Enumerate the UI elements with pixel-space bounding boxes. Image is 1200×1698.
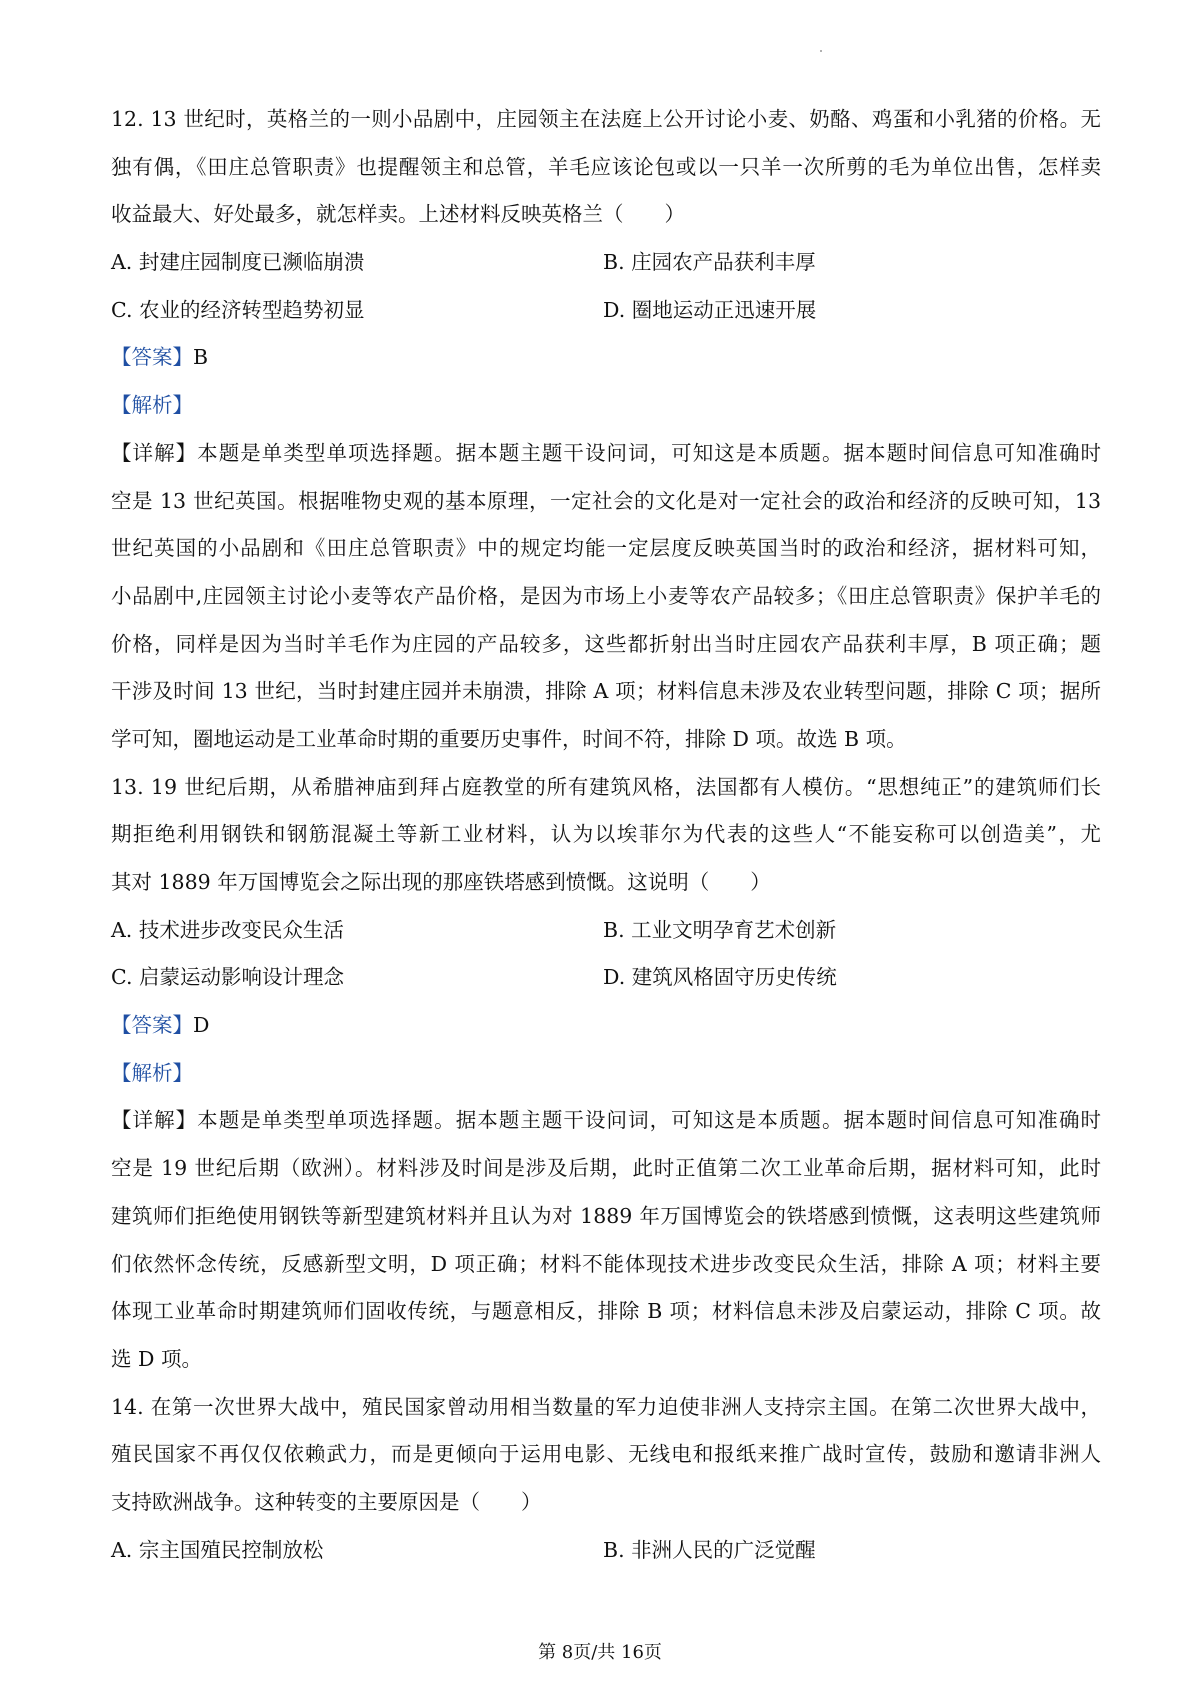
detail-line: 们依然怀念传统，反感新型文明，D 项正确；材料不能体现技术进步改变民众生活，排除 A 项；材料主要 bbox=[111, 1251, 1101, 1276]
question-stem-line: 13. 19 世纪后期，从希腊神庙到拜占庭教堂的所有建筑风格，法国都有人模仿。“思想纯正”的建筑师们长 bbox=[111, 774, 1101, 799]
detail-line: 价格，同样是因为当时羊毛作为庄园的产品较多，这些都折射出当时庄园农产品获利丰厚，B 项正确；题 bbox=[111, 631, 1101, 656]
option-c: C. 农业的经济转型趋势初显 bbox=[111, 297, 365, 322]
question-stem-line: 其对 1889 年万国博览会之际出现的那座铁塔感到愤慨。这说明（ ） bbox=[111, 870, 771, 894]
page-content bbox=[111, 96, 1101, 1574]
page-number-footer: 第 8页/共 16页 bbox=[538, 1642, 662, 1663]
option-b: B. 非洲人民的广泛觉醒 bbox=[603, 1537, 816, 1562]
option-row bbox=[111, 954, 1101, 1002]
option-a: A. 宗主国殖民控制放松 bbox=[111, 1537, 324, 1562]
question-stem-line: 支持欧洲战争。这种转变的主要原因是（ ） bbox=[111, 1489, 542, 1514]
option-a: A. 技术进步改变民众生活 bbox=[111, 917, 344, 942]
answer-value: D bbox=[193, 1013, 210, 1038]
question-stem-line: 期拒绝利用钢铁和钢筋混凝土等新工业材料，认为以埃菲尔为代表的这些人“不能妄称可以创造美”，尤 bbox=[111, 822, 1101, 847]
analysis-tag: 【解析】 bbox=[111, 393, 193, 418]
answer-value: B bbox=[193, 345, 209, 370]
detail-line: 选 D 项。 bbox=[111, 1346, 202, 1371]
option-row bbox=[111, 239, 1101, 287]
analysis-line bbox=[111, 1050, 1101, 1098]
question-stem-line: 独有偶，《田庄总管职责》也提醒领主和总管，羊毛应该论包或以一只羊一次所剪的毛为单位出售，怎样卖 bbox=[111, 154, 1101, 179]
analysis-line bbox=[111, 382, 1101, 430]
question-14 bbox=[111, 1384, 1101, 1575]
question-12 bbox=[111, 96, 1101, 764]
option-row bbox=[111, 1527, 1101, 1575]
option-row bbox=[111, 287, 1101, 335]
detail-line: 体现工业革命时期建筑师们固收传统，与题意相反，排除 B 项；材料信息未涉及启蒙运动，排除 C 项。故 bbox=[111, 1299, 1101, 1324]
detail-line: 空是 13 世纪英国。根据唯物史观的基本原理，一定社会的文化是对一定社会的政治和经济的反映可知，13 bbox=[111, 488, 1101, 513]
detail-line: 空是 19 世纪后期（欧洲）。材料涉及时间是涉及后期，此时正值第二次工业革命后期，据材料可知，此时 bbox=[111, 1156, 1101, 1181]
question-stem-line: 14. 在第一次世界大战中，殖民国家曾动用相当数量的军力迫使非洲人支持宗主国。在第二次世界大战中， bbox=[111, 1394, 1101, 1419]
question-stem-line: 收益最大、好处最多，就怎样卖。上述材料反映英格兰（ ） bbox=[111, 202, 685, 227]
option-b: B. 庄园农产品获利丰厚 bbox=[603, 250, 816, 275]
scan-dot bbox=[820, 50, 822, 52]
answer-tag: 【答案】 bbox=[111, 1013, 193, 1038]
option-d: D. 圈地运动正迅速开展 bbox=[603, 297, 817, 322]
option-d: D. 建筑风格固守历史传统 bbox=[603, 965, 837, 990]
question-stem-line: 殖民国家不再仅仅依赖武力，而是更倾向于运用电影、无线电和报纸来推广战时宣传，鼓励和邀请非洲人 bbox=[111, 1442, 1101, 1467]
answer-tag: 【答案】 bbox=[111, 345, 193, 370]
detail-line: 建筑师们拒绝使用钢铁等新型建筑材料并且认为对 1889 年万国博览会的铁塔感到愤慨，这表明这些建筑师 bbox=[111, 1203, 1101, 1228]
detail-line: 学可知，圈地运动是工业革命时期的重要历史事件，时间不符，排除 D 项。故选 B 项。 bbox=[111, 726, 907, 751]
option-a: A. 封建庄园制度已濒临崩溃 bbox=[111, 250, 365, 275]
answer-line bbox=[111, 334, 1101, 382]
detail-line: 小品剧中,庄园领主讨论小麦等农产品价格，是因为市场上小麦等农产品较多；《田庄总管职责》保护羊毛的 bbox=[111, 583, 1101, 608]
question-13 bbox=[111, 764, 1101, 1384]
analysis-tag: 【解析】 bbox=[111, 1060, 193, 1085]
detail-line: 【详解】本题是单类型单项选择题。据本题主题干设问词，可知这是本质题。据本题时间信息可知准确时 bbox=[111, 440, 1101, 465]
detail-line: 世纪英国的小品剧和《田庄总管职责》中的规定均能一定层度反映英国当时的政治和经济，据材料可知， bbox=[111, 536, 1101, 561]
detail-line: 【详解】本题是单类型单项选择题。据本题主题干设问词，可知这是本质题。据本题时间信息可知准确时 bbox=[111, 1108, 1101, 1133]
option-row bbox=[111, 907, 1101, 955]
detail-line: 干涉及时间 13 世纪，当时封建庄园并未崩溃，排除 A 项；材料信息未涉及农业转型问题，排除 C 项；据所 bbox=[111, 679, 1101, 704]
option-b: B. 工业文明孕育艺术创新 bbox=[603, 917, 837, 942]
answer-line bbox=[111, 1002, 1101, 1050]
question-stem-line: 12. 13 世纪时，英格兰的一则小品剧中，庄园领主在法庭上公开讨论小麦、奶酪、鸡蛋和小乳猪的价格。无 bbox=[111, 107, 1101, 131]
option-c: C. 启蒙运动影响设计理念 bbox=[111, 965, 344, 990]
